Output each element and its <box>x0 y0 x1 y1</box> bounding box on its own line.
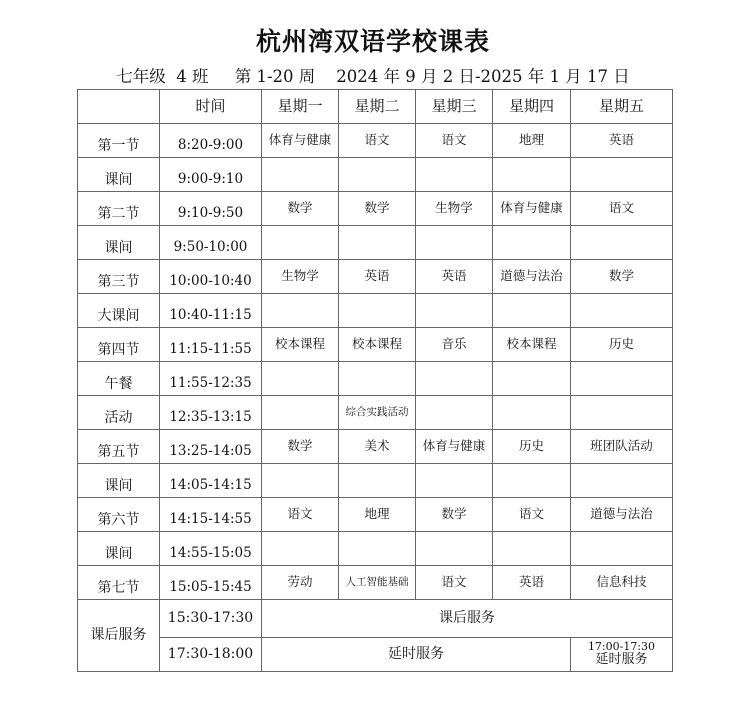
class-cell <box>571 532 673 566</box>
class-cell <box>339 226 416 260</box>
period-label: 第六节 <box>78 498 160 532</box>
class-cell <box>262 362 339 396</box>
period-label: 第一节 <box>78 124 160 158</box>
period-label: 第三节 <box>78 260 160 294</box>
period-label: 课间 <box>78 464 160 498</box>
class-cell: 信息科技 <box>571 566 673 600</box>
class-cell: 语文 <box>493 498 571 532</box>
class-cell <box>339 532 416 566</box>
class-cell: 生物学 <box>416 192 493 226</box>
class-cell <box>571 226 673 260</box>
week-range: 第 1-20 周 <box>234 67 316 86</box>
table-row <box>78 226 673 260</box>
class-cell <box>493 226 571 260</box>
table-row <box>78 260 673 294</box>
table-row <box>78 430 673 464</box>
period-label: 第五节 <box>78 430 160 464</box>
class-cell <box>416 158 493 192</box>
table-row <box>78 498 673 532</box>
class-cell <box>493 158 571 192</box>
table-row <box>78 294 673 328</box>
period-time: 10:00-10:40 <box>160 260 262 294</box>
period-time: 9:50-10:00 <box>160 226 262 260</box>
schedule-subtitle <box>0 63 746 87</box>
extended-service-row <box>78 638 673 672</box>
table-row <box>78 124 673 158</box>
after-school-row <box>78 600 673 638</box>
header-cell-monday: 星期一 <box>262 90 339 124</box>
header-cell-time: 时间 <box>160 90 262 124</box>
class-cell: 历史 <box>493 430 571 464</box>
class-cell <box>416 362 493 396</box>
date-range: 2024 年 9 月 2 日-2025 年 1 月 17 日 <box>336 67 630 86</box>
class-cell: 地理 <box>493 124 571 158</box>
class-cell <box>416 226 493 260</box>
class-cell: 语文 <box>262 498 339 532</box>
timetable <box>77 89 673 672</box>
period-time: 11:55-12:35 <box>160 362 262 396</box>
period-time: 11:15-11:55 <box>160 328 262 362</box>
class-cell: 语文 <box>571 192 673 226</box>
class-cell: 音乐 <box>416 328 493 362</box>
class-cell <box>416 532 493 566</box>
class-cell <box>571 158 673 192</box>
class-cell <box>493 396 571 430</box>
class-cell: 综合实践活动 <box>339 396 416 430</box>
period-time: 15:05-15:45 <box>160 566 262 600</box>
header-cell-thursday: 星期四 <box>493 90 571 124</box>
class-cell: 美术 <box>339 430 416 464</box>
class-name: 七年级 4 班 <box>116 67 209 86</box>
class-cell <box>339 464 416 498</box>
class-cell: 道德与法治 <box>493 260 571 294</box>
class-cell <box>339 158 416 192</box>
period-time: 13:25-14:05 <box>160 430 262 464</box>
class-cell: 数学 <box>339 192 416 226</box>
after-school-service: 课后服务 <box>262 600 673 638</box>
header-row <box>78 90 673 124</box>
class-cell: 校本课程 <box>339 328 416 362</box>
class-cell: 数学 <box>262 430 339 464</box>
class-cell <box>571 464 673 498</box>
class-cell: 班团队活动 <box>571 430 673 464</box>
friday-extended-cell <box>571 638 673 672</box>
header-cell-friday: 星期五 <box>571 90 673 124</box>
class-cell <box>262 158 339 192</box>
class-cell: 体育与健康 <box>416 430 493 464</box>
period-time: 14:15-14:55 <box>160 498 262 532</box>
period-time: 10:40-11:15 <box>160 294 262 328</box>
table-row <box>78 158 673 192</box>
class-cell: 道德与法治 <box>571 498 673 532</box>
table-row <box>78 396 673 430</box>
class-cell <box>416 294 493 328</box>
class-cell: 语文 <box>339 124 416 158</box>
period-time: 9:10-9:50 <box>160 192 262 226</box>
class-cell: 数学 <box>262 192 339 226</box>
class-cell: 英语 <box>571 124 673 158</box>
class-cell: 体育与健康 <box>493 192 571 226</box>
class-cell: 生物学 <box>262 260 339 294</box>
extended-service-time: 17:30-18:00 <box>160 638 262 672</box>
class-cell <box>571 362 673 396</box>
table-row <box>78 566 673 600</box>
class-cell <box>262 226 339 260</box>
table-row <box>78 464 673 498</box>
period-time: 14:55-15:05 <box>160 532 262 566</box>
class-cell <box>262 396 339 430</box>
class-cell <box>262 532 339 566</box>
after-school-time: 15:30-17:30 <box>160 600 262 638</box>
class-cell <box>571 396 673 430</box>
header-cell <box>78 90 160 124</box>
class-cell <box>493 532 571 566</box>
class-cell: 地理 <box>339 498 416 532</box>
class-cell: 语文 <box>416 566 493 600</box>
period-time: 14:05-14:15 <box>160 464 262 498</box>
class-cell <box>339 362 416 396</box>
period-label: 大课间 <box>78 294 160 328</box>
class-cell: 历史 <box>571 328 673 362</box>
period-label: 第二节 <box>78 192 160 226</box>
class-cell: 体育与健康 <box>262 124 339 158</box>
header-cell-wednesday: 星期三 <box>416 90 493 124</box>
period-label: 第四节 <box>78 328 160 362</box>
period-label: 午餐 <box>78 362 160 396</box>
class-cell <box>262 464 339 498</box>
period-label: 课间 <box>78 532 160 566</box>
class-cell: 数学 <box>571 260 673 294</box>
table-row <box>78 532 673 566</box>
period-label: 课间 <box>78 226 160 260</box>
class-cell: 校本课程 <box>262 328 339 362</box>
class-cell <box>416 464 493 498</box>
period-label: 课间 <box>78 158 160 192</box>
class-cell: 语文 <box>416 124 493 158</box>
class-cell: 人工智能基础 <box>339 566 416 600</box>
period-time: 8:20-9:00 <box>160 124 262 158</box>
after-school-label: 课后服务 <box>78 600 160 672</box>
class-cell: 英语 <box>416 260 493 294</box>
class-cell <box>416 396 493 430</box>
period-label: 活动 <box>78 396 160 430</box>
class-cell <box>262 294 339 328</box>
class-cell <box>571 294 673 328</box>
period-time: 12:35-13:15 <box>160 396 262 430</box>
page-title: 杭州湾双语学校课表 <box>255 27 490 56</box>
period-label: 第七节 <box>78 566 160 600</box>
class-cell <box>339 294 416 328</box>
class-cell: 英语 <box>493 566 571 600</box>
friday-extended-label: 延时服务 <box>595 652 648 668</box>
extended-service: 延时服务 <box>262 638 571 672</box>
class-cell <box>493 362 571 396</box>
table-row <box>78 192 673 226</box>
class-cell: 英语 <box>339 260 416 294</box>
friday-extended-time: 17:00-17:30 <box>587 639 656 653</box>
class-cell: 校本课程 <box>493 328 571 362</box>
class-cell: 劳动 <box>262 566 339 600</box>
table-row <box>78 328 673 362</box>
class-cell <box>493 294 571 328</box>
header-cell-tuesday: 星期二 <box>339 90 416 124</box>
table-row <box>78 362 673 396</box>
period-time: 9:00-9:10 <box>160 158 262 192</box>
class-cell: 数学 <box>416 498 493 532</box>
class-cell <box>493 464 571 498</box>
